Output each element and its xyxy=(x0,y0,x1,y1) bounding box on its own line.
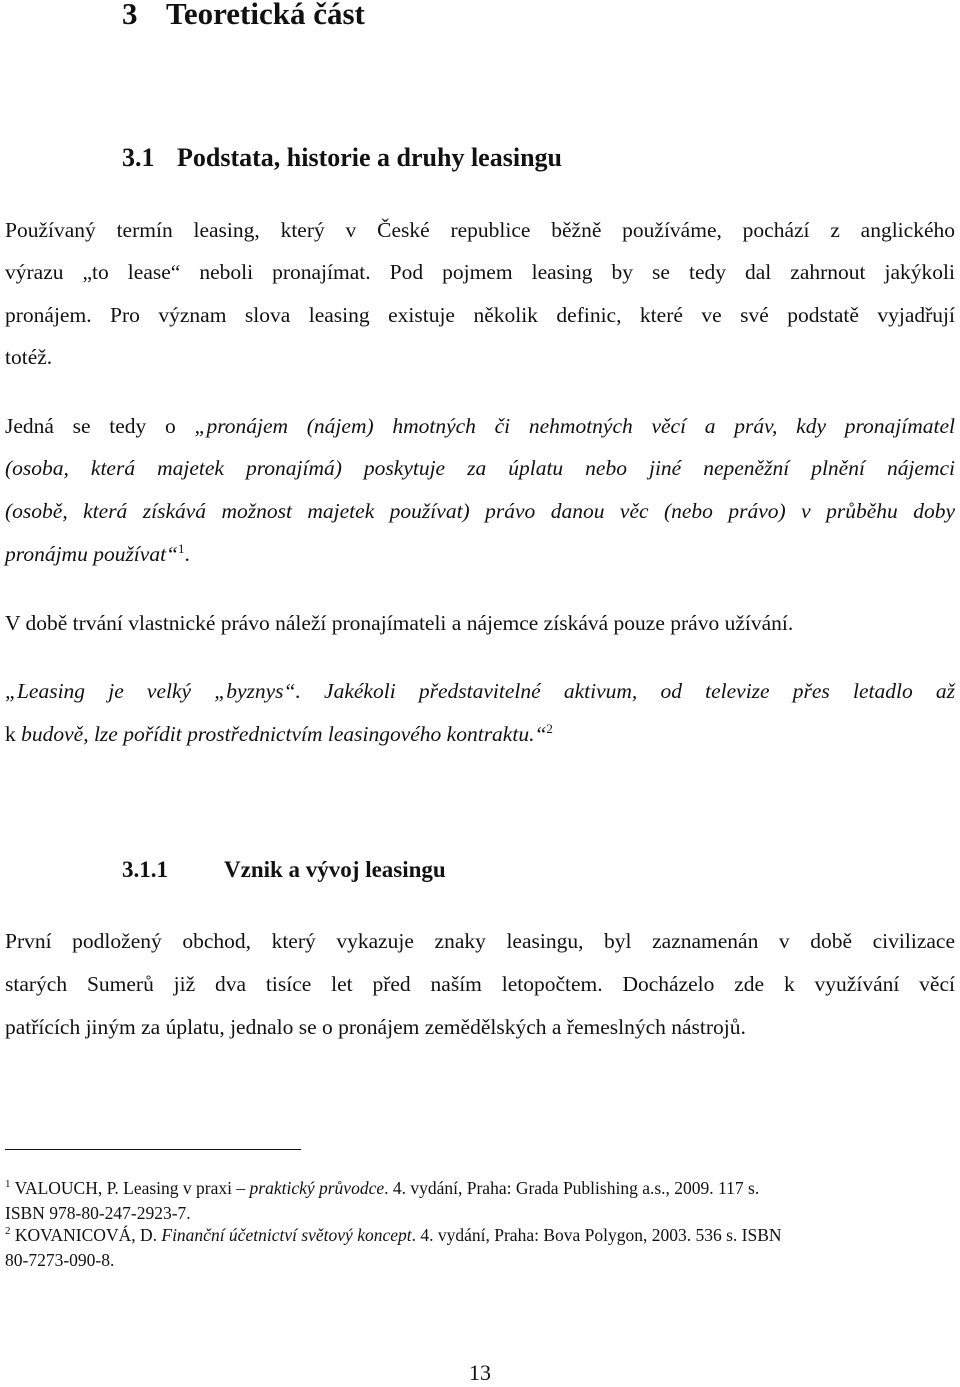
footnote-separator xyxy=(5,1149,301,1150)
footnote-marker: 1 xyxy=(5,1178,11,1191)
quote-text: budově, lze pořídit prostřednictvím leasingového kontraktu.“ xyxy=(21,722,547,746)
chapter-heading xyxy=(122,0,365,36)
page-number: 13 xyxy=(469,1360,491,1385)
quote-text: „pronájem (nájem) hmotných či nehmotných věcí a práv, kdy pronajímatel xyxy=(194,414,955,438)
subsection-title: Vznik a vývoj leasingu xyxy=(224,857,446,882)
quote-text: pronájmu používat“ xyxy=(5,542,179,566)
paragraph-line: První podložený obchod, který vykazuje znaky leasingu, byl zaznamenán v době civilizace xyxy=(5,929,955,953)
quote-line xyxy=(5,719,955,749)
section-title: Podstata, historie a druhy leasingu xyxy=(177,143,562,172)
footnote-details: . 4. vydání, Praha: Grada Publishing a.s., 2009. 117 s. xyxy=(384,1178,760,1198)
quote-line: (osoba, která majetek pronajímá) poskytuje za úplatu nebo jiné nepeněžní plnění nájemci xyxy=(5,456,955,480)
paragraph-line: totéž. xyxy=(5,345,53,369)
section-heading xyxy=(122,139,562,177)
section-number: 3.1 xyxy=(122,143,155,172)
paragraph-ownership: V době trvání vlastnické právo náleží pronajímateli a nájemce získává pouze právo užívání. xyxy=(5,611,794,635)
footnote-author: KOVANICOVÁ, D. xyxy=(14,1225,162,1245)
paragraph-line: Používaný termín leasing, který v České republice běžně používáme, pochází z anglického xyxy=(5,218,955,242)
footnote-line: 80-7273-090-8. xyxy=(5,1250,115,1270)
footnote-reference[interactable]: 1 xyxy=(178,540,185,556)
quote-end: . xyxy=(184,542,190,566)
subsection-heading xyxy=(122,852,446,888)
paragraph-line: pronájem. Pro význam slova leasing existuje několik definic, které ve své podstatě vyjadřují xyxy=(5,303,955,327)
paragraph-line xyxy=(5,411,955,441)
quote-line: (osobě, která získává možnost majetek používat) právo danou věc (nebo právo) v průběhu doby xyxy=(5,499,955,523)
quote-lead: Jedná se tedy o xyxy=(5,414,195,438)
paragraph-line: starých Sumerů již dva tisíce let před naším letopočtem. Docházelo zde k využívání věcí xyxy=(5,972,955,996)
footnote-line: ISBN 978-80-247-2923-7. xyxy=(5,1203,191,1223)
footnote-author: VALOUCH, P. Leasing v praxi – xyxy=(14,1178,250,1198)
quote-line: „Leasing je velký „byznys“. Jakékoli představitelné aktivum, od televize přes letadlo až xyxy=(5,679,955,703)
quote-lead: k xyxy=(5,722,22,746)
footnote-reference[interactable]: 2 xyxy=(546,720,553,736)
footnote-work-title: praktický průvodce xyxy=(249,1178,385,1198)
paragraph-line: výrazu „to lease“ neboli pronajímat. Pod pojmem leasing by se tedy dal zahrnout jakýkoli xyxy=(5,260,955,284)
quote-line xyxy=(5,539,955,569)
footnote-marker: 2 xyxy=(5,1225,11,1238)
footnote-work-title: Finanční účetnictví světový koncept xyxy=(161,1225,412,1245)
paragraph-line: patřících jiným za úplatu, jednalo se o pronájem zemědělských a řemeslných nástrojů. xyxy=(5,1015,746,1039)
subsection-number: 3.1.1 xyxy=(122,857,168,882)
footnote-details: . 4. vydání, Praha: Bova Polygon, 2003. 536 s. ISBN xyxy=(411,1225,782,1245)
chapter-number: 3 xyxy=(122,0,138,31)
footnote-line xyxy=(5,1177,955,1199)
chapter-title: Teoretická část xyxy=(166,0,365,31)
footnote-line xyxy=(5,1224,955,1246)
